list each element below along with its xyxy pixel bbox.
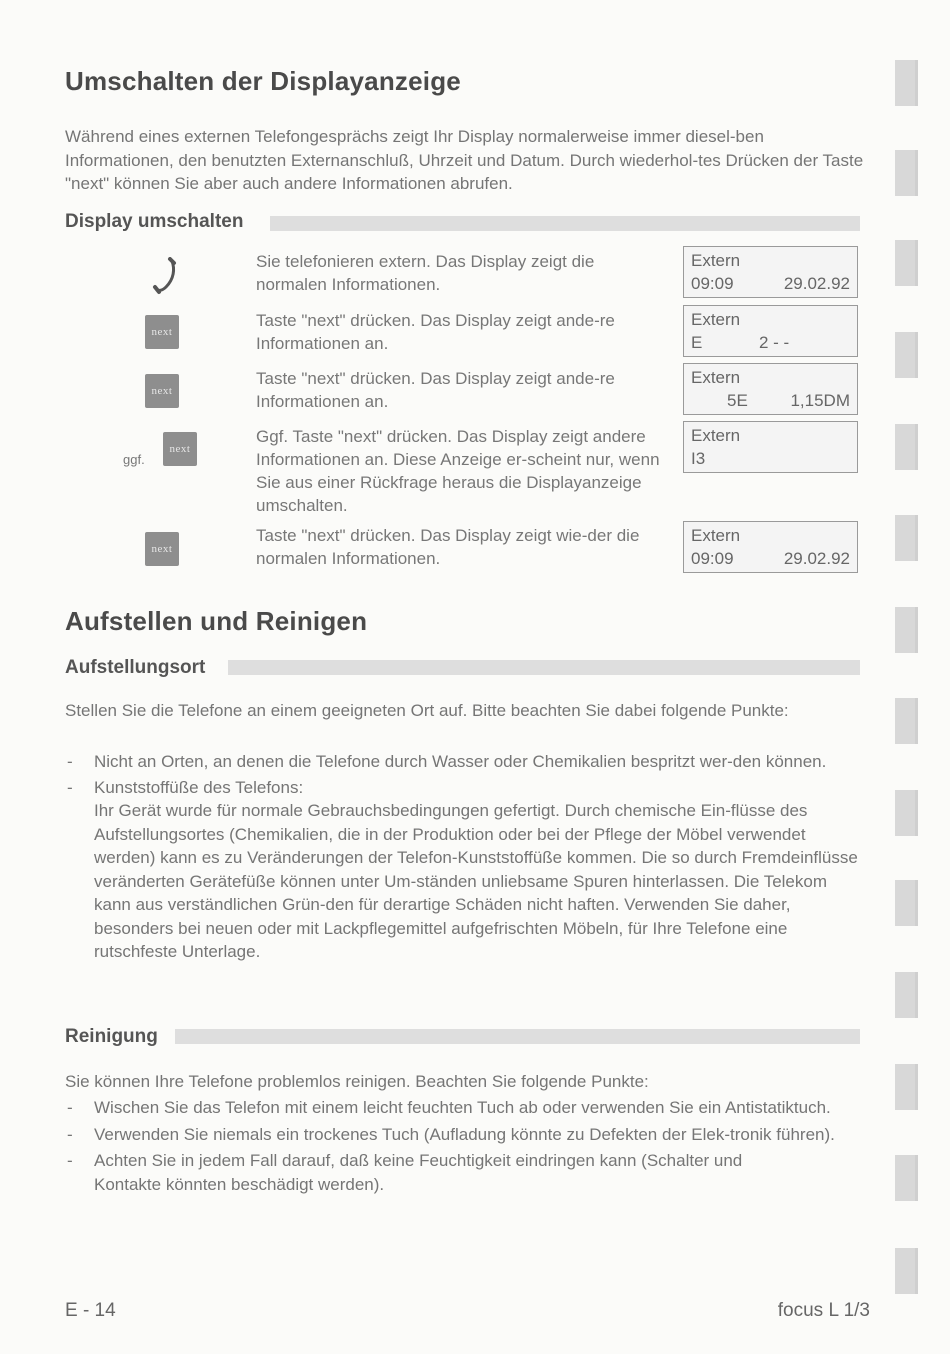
section-intro-display: Während eines externen Telefongesprächs zeigt Ihr Display normalerweise immer diesel-ben Informationen, den benutzten Externanschluß, Uhrzeit und Datum. Durch wiederhol-tes Drücken der Taste "next" können Sie aber auch andere Informationen abrufen. — [65, 127, 864, 193]
step-text: Taste "next" drücken. Das Display zeigt wie-der die normalen Informationen. — [256, 526, 640, 568]
list-dash: - — [67, 777, 73, 797]
subheading-reinigung: Reinigung — [65, 1026, 158, 1047]
list-item-text: Achten Sie in jedem Fall darauf, daß keine Feuchtigkeit eindringen kann (Schalter und Kontakte könnten beschädigt werden). — [94, 1151, 743, 1194]
edge-tab — [895, 332, 918, 378]
subheading-rule — [270, 216, 860, 231]
list-item-text: Wischen Sie das Telefon mit einem leicht feuchten Tuch ab oder verwenden Sie ein Antistatiktuch. — [94, 1098, 831, 1117]
next-key-icon: next — [163, 432, 197, 466]
list-item — [65, 1123, 865, 1147]
display-line-2 — [691, 549, 850, 569]
list-item — [65, 1096, 865, 1120]
display-value: 1,15DM — [790, 391, 850, 410]
display-value: E — [691, 333, 703, 352]
display-box — [683, 305, 858, 357]
edge-tab — [895, 515, 918, 561]
edge-tab — [895, 880, 918, 926]
edge-tab — [895, 1064, 918, 1110]
edge-tab — [895, 698, 918, 744]
display-line-1: Extern — [691, 368, 741, 387]
edge-tab — [895, 790, 918, 836]
aufstellungsort-intro: Stellen Sie die Telefone an einem geeigneten Ort auf. Bitte beachten Sie dabei folgende Punkte: — [65, 701, 789, 720]
display-box — [683, 521, 858, 573]
display-value: 2 - - — [759, 333, 790, 352]
display-box — [683, 421, 858, 473]
step-text: Taste "next" drücken. Das Display zeigt ande-re Informationen an. — [256, 311, 615, 353]
list-dash: - — [67, 1098, 73, 1117]
display-line-1: Extern — [691, 426, 741, 445]
display-box — [683, 363, 858, 415]
subheading-aufstellungsort: Aufstellungsort — [65, 657, 206, 678]
section-title-aufstellen: Aufstellen und Reinigen — [65, 606, 368, 636]
edge-tab — [895, 1155, 918, 1201]
display-date: 29.02.92 — [783, 274, 850, 293]
list-item-text: Verwenden Sie niemals ein trockenes Tuch (Aufladung könnte zu Defekten der Elek-tronik führen). — [94, 1124, 835, 1144]
list-item-text: Kunststoffüße des Telefons: — [94, 777, 304, 797]
next-key-icon: next — [145, 315, 179, 349]
list-dash: - — [67, 1151, 73, 1170]
handset-icon — [150, 257, 180, 297]
aufstellungsort-list — [65, 750, 865, 964]
list-item-detail: Ihr Gerät wurde für normale Gebrauchsbedingungen gefertigt. Durch chemische Ein-flüsse des Aufstellungsortes (Chemikalien, die in der Produktion oder bei der Pflege der Möbel verwendet werden) kann es zu Veränderungen der Telefon-Kunststoffüße kommen. Die so durch Fremdeinflüsse veränderten Gerätefüße können unter Um-ständen unliebsame Spuren hinterlassen. Die Telekom kann aus verständlichen Grün-den für derartige Schäden nicht haften. Verwenden Sie daher, besonders bei neuen oder mit Lackpflegemittel aufgefrischten Möbeln, für Ihre Telefone eine rutschfeste Unterlage. — [94, 801, 858, 961]
display-time: 09:09 — [691, 549, 734, 568]
edge-tab — [895, 60, 918, 106]
list-item — [65, 776, 865, 964]
display-line-1: Extern — [691, 310, 741, 329]
list-item — [65, 750, 865, 774]
edge-tab — [895, 150, 918, 196]
step-text: Taste "next" drücken. Das Display zeigt ande-re Informationen an. — [256, 369, 615, 411]
page-number: E - 14 — [65, 1300, 116, 1321]
reinigung-list — [65, 1096, 865, 1196]
next-key-icon: next — [145, 374, 179, 408]
reinigung-intro: Sie können Ihre Telefone problemlos reinigen. Beachten Sie folgende Punkte: — [65, 1072, 649, 1091]
section-title-display: Umschalten der Displayanzeige — [65, 66, 461, 96]
step-text: Sie telefonieren extern. Das Display zeigt die normalen Informationen. — [256, 252, 595, 294]
subheading-display-umschalten: Display umschalten — [65, 211, 244, 232]
ggf-label: ggf. — [123, 452, 145, 467]
subheading-rule — [175, 1029, 860, 1044]
display-date: 29.02.92 — [783, 549, 850, 568]
display-line-2 — [691, 449, 850, 469]
display-value: 5E — [727, 391, 748, 410]
edge-tab — [895, 424, 918, 470]
list-item — [65, 1149, 774, 1196]
product-name: focus L 1/3 — [777, 1300, 870, 1321]
display-box — [683, 246, 858, 298]
display-time: 09:09 — [691, 274, 734, 293]
list-dash: - — [67, 752, 73, 771]
edge-tab — [895, 240, 918, 286]
display-line-2 — [691, 333, 850, 353]
subheading-rule — [228, 660, 860, 675]
list-item-text: Nicht an Orten, an denen die Telefone durch Wasser oder Chemikalien bespritzt wer-den können. — [94, 752, 827, 771]
display-value: I3 — [691, 449, 706, 468]
display-line-1: Extern — [691, 526, 741, 545]
display-line-2 — [691, 274, 850, 294]
edge-tab — [895, 972, 918, 1018]
next-key-icon: next — [145, 532, 179, 566]
edge-tab — [895, 607, 918, 653]
edge-tab — [895, 1248, 918, 1294]
step-text: Ggf. Taste "next" drücken. Das Display zeigt andere Informationen an. Diese Anzeige er-scheint nur, wenn Sie aus einer Rückfrage heraus die Displayanzeige umschalten. — [256, 427, 660, 515]
list-dash: - — [67, 1124, 73, 1144]
display-line-1: Extern — [691, 251, 741, 270]
